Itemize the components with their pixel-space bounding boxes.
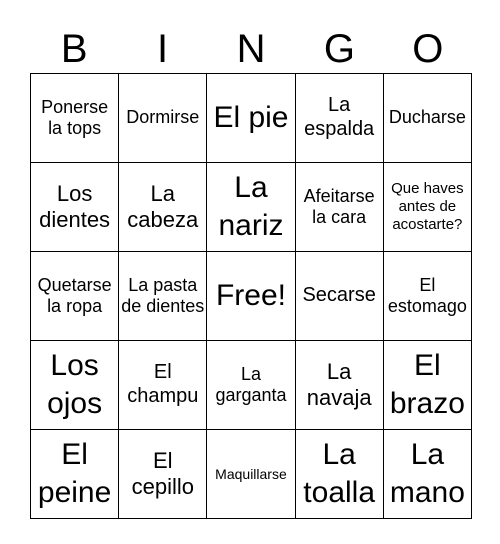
bingo-cell[interactable]: Ponerse la tops — [31, 74, 119, 163]
bingo-cell[interactable]: El pie — [207, 74, 295, 163]
bingo-cell[interactable]: Maquillarse — [207, 430, 295, 519]
bingo-cell[interactable]: El champu — [119, 341, 207, 430]
bingo-cell[interactable]: Quetarse la ropa — [31, 252, 119, 341]
free-space-cell[interactable]: Free! — [207, 252, 295, 341]
bingo-cell[interactable]: La mano — [383, 430, 471, 519]
card-row-3 — [31, 252, 472, 341]
header-letter-g: G — [323, 27, 355, 71]
bingo-cell[interactable]: La nariz — [207, 163, 295, 252]
card-row-4 — [31, 341, 472, 430]
card-row-2 — [31, 163, 472, 252]
bingo-header — [30, 24, 472, 74]
header-letter-i: I — [157, 27, 169, 71]
card-row-1 — [31, 74, 472, 163]
bingo-cell[interactable]: Dormirse — [119, 74, 207, 163]
bingo-cell[interactable]: Que haves antes de acostarte? — [383, 163, 471, 252]
bingo-cell[interactable]: El peine — [31, 430, 119, 519]
bingo-cell[interactable]: Ducharse — [383, 74, 471, 163]
bingo-cell[interactable]: Los dientes — [31, 163, 119, 252]
bingo-cell[interactable]: La toalla — [295, 430, 383, 519]
header-letter-n: N — [236, 27, 266, 71]
bingo-cell[interactable]: La garganta — [207, 341, 295, 430]
bingo-cell[interactable]: La pasta de dientes — [119, 252, 207, 341]
bingo-cell[interactable]: El estomago — [383, 252, 471, 341]
card-row-5 — [31, 430, 472, 519]
bingo-cell[interactable]: Afeitarse la cara — [295, 163, 383, 252]
bingo-cell[interactable]: La espalda — [295, 74, 383, 163]
bingo-cell[interactable]: El brazo — [383, 341, 471, 430]
bingo-cell[interactable]: Los ojos — [31, 341, 119, 430]
bingo-cell[interactable]: La cabeza — [119, 163, 207, 252]
bingo-cell[interactable]: La navaja — [295, 341, 383, 430]
bingo-cell[interactable]: Secarse — [295, 252, 383, 341]
header-letter-b: B — [60, 27, 88, 71]
bingo-cell[interactable]: El cepillo — [119, 430, 207, 519]
header-letter-o: O — [412, 27, 444, 71]
bingo-card — [30, 73, 472, 519]
